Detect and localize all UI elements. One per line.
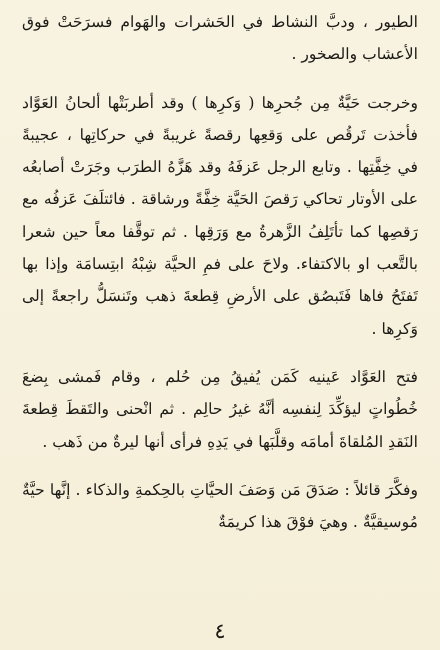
page-body [22,6,418,538]
paragraph-gap [22,71,418,87]
page-number: ٤ [214,619,226,643]
paragraph-3: فتح العَوَّاد عَينيه كَمَن يُفيقُ مِن حُلم ، وقام فَمشى بِضعَ خُطُواتٍ ليؤكِّدَ لِنفسِه أنَّهُ غيرُ حالِم . ثم انْحنى والتَقطَ قِطعةَ النَقدِ المُلقاةَ أمامَه وقلَّبَها في يَدِهِ فرأى أنها ليرةٌ من ذَهب . [22,367,418,451]
paragraph-1: الطيور ، ودبَّ النشاط في الحَشرات والهَوام فسرَحَتْ فوق الأعشاب والصخور . [22,13,418,64]
paragraph-2: وخرجت حَيَّةٌ مِن جُحرِها ( وَكرِها ) وقد أطربَتْها ألحانُ العَوَّاد فأخذت تَرقُص على وَقعِها رقصةً غريبةً في حركاتِها ، عجيبةً في خِفَّتِها . وتابع الرجل عَزفَهُ وقد هَزَّهُ الطرَب وجَرَتْ أصابعُه على الأوتار تحاكي رَقصَ الحَيَّة خِفَّةً ورشاقة . فائتلَفَ عَزفُه مع رَقصِها كما تأتَلِفُ الزَّهرةُ مع وَرَقِها . ثم توقَّفا معاً حين شعرا بالتَّعب او بالاكتفاء. ولاحَ على فمِ الحيَّة شِبْهُ ابتِسامَة وإذا بها تَفتَحُ فاها فَتَبصُق على الأرضِ قِطعةَ ذهب وتَنسَلُّ راجعةً إلى وَكرِها . [22,93,418,338]
paragraph-gap [22,458,418,474]
paragraph-gap [22,345,418,361]
paragraph-4: وفكَّرَ قائلاً : صَدَقَ مَن وَصَفَ الحيَّاتِ بالحِكمةِ والذكاء . إنَّها حيَّةٌ مُوسيقيَّةٌ . وهيَ فوْقَ هذا كريمَةٌ [22,480,418,532]
